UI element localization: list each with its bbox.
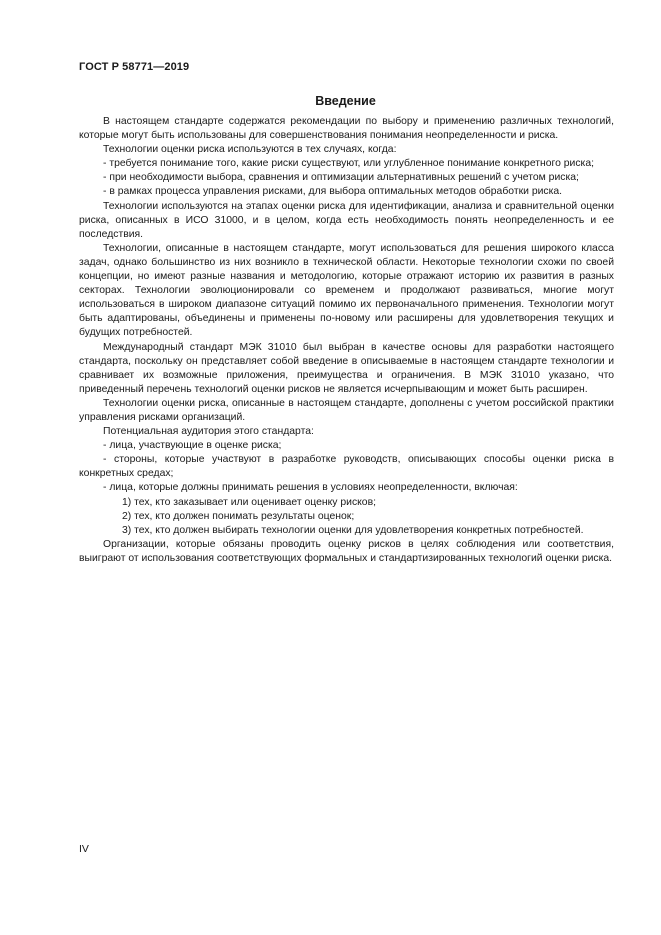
list-item: - лица, участвующие в оценке риска; (103, 440, 282, 452)
paragraph: Технологии оценки риска используются в тех случаях, когда: (103, 144, 397, 156)
paragraph: В настоящем стандарте содержатся рекомендации по выбору и применению различных технологий, которые могут быть использованы для совершенствования понимания неопределенности и риска. (79, 116, 614, 142)
numbered-list-item: 2) тех, кто должен понимать результаты оценок; (122, 510, 355, 522)
list-item: - в рамках процесса управления рисками, для выбора оптимальных методов обработки риска. (103, 186, 563, 198)
paragraph: Международный стандарт МЭК 31010 был выбран в качестве основы для разработки настоящего стандарта, поскольку он представляет собой введение в описываемые в настоящем стандарте технологии и сравнивает их возможные приложения, преимущества и ограничения. В МЭК 31010 указано, что приведенный перечень технологий оценки рисков не является исчерпывающим и может быть расширен. (79, 341, 614, 395)
list-item: - лица, которые должны принимать решения в условиях неопределенности, включая: (103, 482, 518, 494)
document-code-header: ГОСТ Р 58771—2019 (79, 61, 190, 73)
paragraph: Технологии оценки риска, описанные в настоящем стандарте, дополнены с учетом российской практики управления рисками организаций. (79, 397, 614, 423)
list-item: - требуется понимание того, какие риски существуют, или углубленное понимание конкретного риска; (103, 158, 594, 170)
paragraph: Технологии, описанные в настоящем стандарте, могут использоваться для решения широкого класса задач, однако большинство из них возникло в технической области. Некоторые технологии схожи по своей концепции, но имеют разные названия и методологию, которые отражают историю их развития в разных секторах. Технологии эволюционировали со временем и продолжают развиваться, многие могут использоваться в широком диапазоне ситуаций помимо их первоначального применения. Технологии могут быть адаптированы, объединены и применены по-новому или расширены для удовлетворения текущих и будущих потребностей. (79, 242, 614, 339)
paragraph: Организации, которые обязаны проводить оценку рисков в целях соблюдения или соответствия, выиграют от использования соответствующих формальных и стандартизированных технологий оценки риска. (79, 538, 614, 564)
page-number: IV (79, 843, 89, 855)
paragraph: Технологии используются на этапах оценки риска для идентификации, анализа и сравнительной оценки риска, описанных в ИСО 31000, и в целом, когда есть необходимость понять неопределенность и ее последствия. (79, 200, 614, 240)
section-title: Введение (315, 94, 376, 108)
paragraph: Потенциальная аудитория этого стандарта: (103, 426, 314, 438)
document-body (79, 115, 614, 566)
numbered-list-item: 3) тех, кто должен выбирать технологии оценки для удовлетворения конкретных потребностей. (122, 524, 584, 536)
numbered-list-item: 1) тех, кто заказывает или оценивает оценку рисков; (122, 496, 376, 508)
list-item: - стороны, которые участвуют в разработке руководств, описывающих способы оценки риска в конкретных средах; (79, 454, 614, 480)
list-item: - при необходимости выбора, сравнения и оптимизации альтернативных решений с учетом риска; (103, 172, 579, 184)
